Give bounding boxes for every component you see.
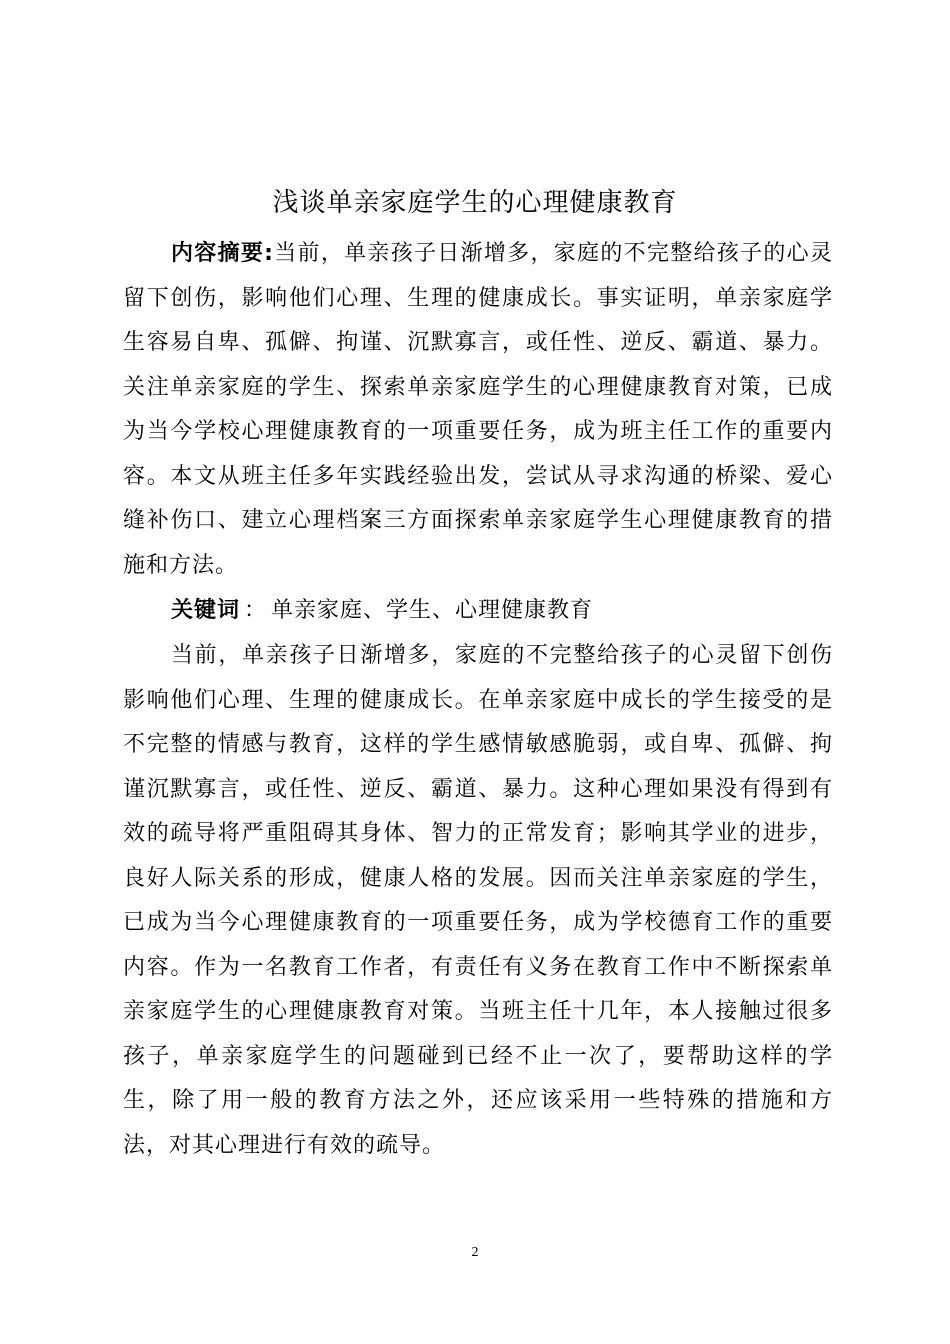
body-paragraph: 当前，单亲孩子日渐增多，家庭的不完整给孩子的心灵留下创伤影响他们心理、生理的健康成长。在单亲家庭中成长的学生接受的是不完整的情感与教育，这样的学生感情敏感脆弱，或自卑、孤僻、拘谨沉默寡言，或任性、逆反、霸道、暴力。这种心理如果没有得到有效的疏导将严重阻碍其身体、智力的正常发育；影响其学业的进步，良好人际关系的形成，健康人格的发展。因而关注单亲家庭的学生，已成为当今心理健康教育的一项重要任务，成为学校德育工作的重要内容。作为一名教育工作者，有责任有义务在教育工作中不断探索单亲家庭学生的心理健康教育对策。当班主任十几年，本人接触过很多孩子，单亲家庭学生的问题碰到已经不止一次了，要帮助这样的学生，除了用一般的教育方法之外，还应该采用一些特殊的措施和方法，对其心理进行有效的疏导。 [123,643,833,1158]
document-title: 浅谈单亲家庭学生的心理健康教育 [272,188,678,218]
keywords-separator: ： [244,598,268,623]
abstract-text: 当前，单亲孩子日渐增多，家庭的不完整给孩子的心灵留下创伤，影响他们心理、生理的健康成长。事实证明，单亲家庭学生容易自卑、孤僻、拘谨、沉默寡言，或任性、逆反、霸道、暴力。关注单亲家庭的学生、探索单亲家庭学生的心理健康教育对策，已成为当今学校心理健康教育的一项重要任务，成为班主任工作的重要内容。本文从班主任多年实践经验出发，尝试从寻求沟通的桥梁、爱心缝补伤口、建立心理档案三方面探索单亲家庭学生心理健康教育的措施和方法。 [123,241,833,578]
keywords-label: 关键词 [171,598,241,623]
keywords-line [123,589,833,634]
abstract-label: 内容摘要: [171,241,274,266]
abstract-paragraph [123,232,833,588]
keywords-text: 单亲家庭、学生、心理健康教育 [271,598,594,623]
page-number: 2 [471,1245,479,1260]
